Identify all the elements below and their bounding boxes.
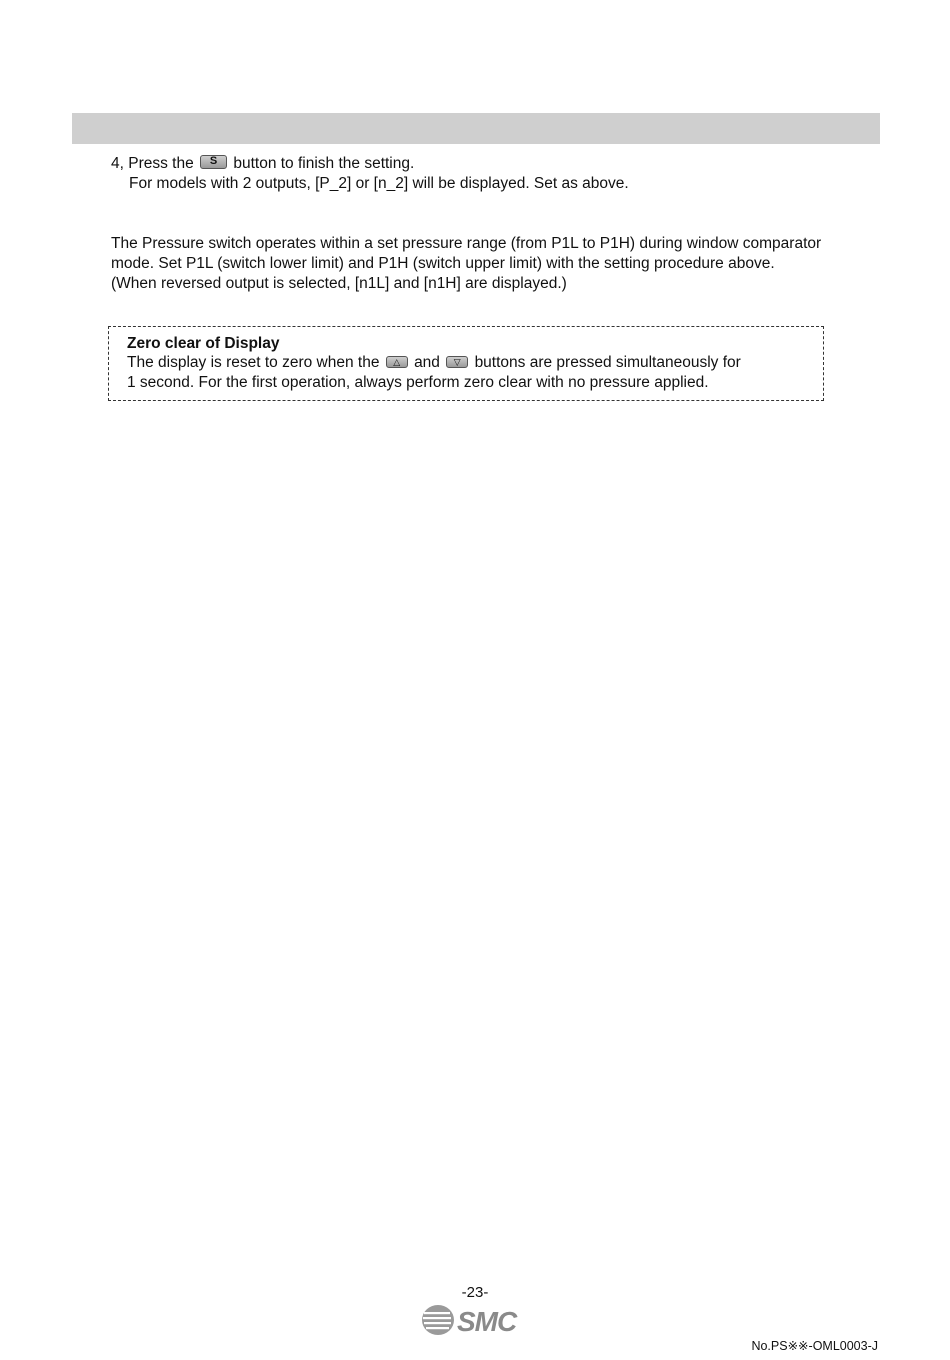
zero-clear-line2: 1 second. For the first operation, always perform zero clear with no pressure applied.: [127, 374, 709, 391]
window-comparator-line2: mode. Set P1L (switch lower limit) and P1H (switch upper limit) with the setting procedure above.: [111, 255, 775, 272]
window-comparator-line1: The Pressure switch operates within a set pressure range (from P1L to P1H) during window comparator: [111, 235, 822, 252]
zero-clear-and: and: [414, 354, 440, 371]
zero-clear-prefix: The display is reset to zero when the: [127, 354, 380, 371]
up-button-glyph: △: [393, 357, 401, 367]
zero-clear-line1: [127, 353, 741, 373]
step4-prefix: 4, Press the: [111, 155, 194, 172]
step4-suffix: button to finish the setting.: [233, 155, 415, 172]
s-button-glyph: S: [209, 155, 218, 167]
page-number: -23-: [461, 1284, 489, 1301]
zero-clear-suffix: buttons are pressed simultaneously for: [474, 354, 741, 371]
s-button-icon: [200, 155, 227, 169]
zero-clear-title: Zero clear of Display: [127, 335, 280, 352]
step4-line2: For models with 2 outputs, [P_2] or [n_2] will be displayed. Set as above.: [129, 175, 629, 192]
down-button-icon: [446, 356, 468, 368]
section-header-bar: [72, 113, 880, 144]
logo-text: SMC: [457, 1306, 517, 1337]
window-comparator-line3: (When reversed output is selected, [n1L] and [n1H] are displayed.): [111, 275, 567, 292]
step4-line1: [111, 154, 414, 174]
down-button-glyph: ▽: [453, 357, 461, 367]
document-number: No.PS※※-OML0003-J: [751, 1339, 878, 1353]
up-button-icon: [386, 356, 408, 368]
smc-logo: [421, 1303, 531, 1337]
